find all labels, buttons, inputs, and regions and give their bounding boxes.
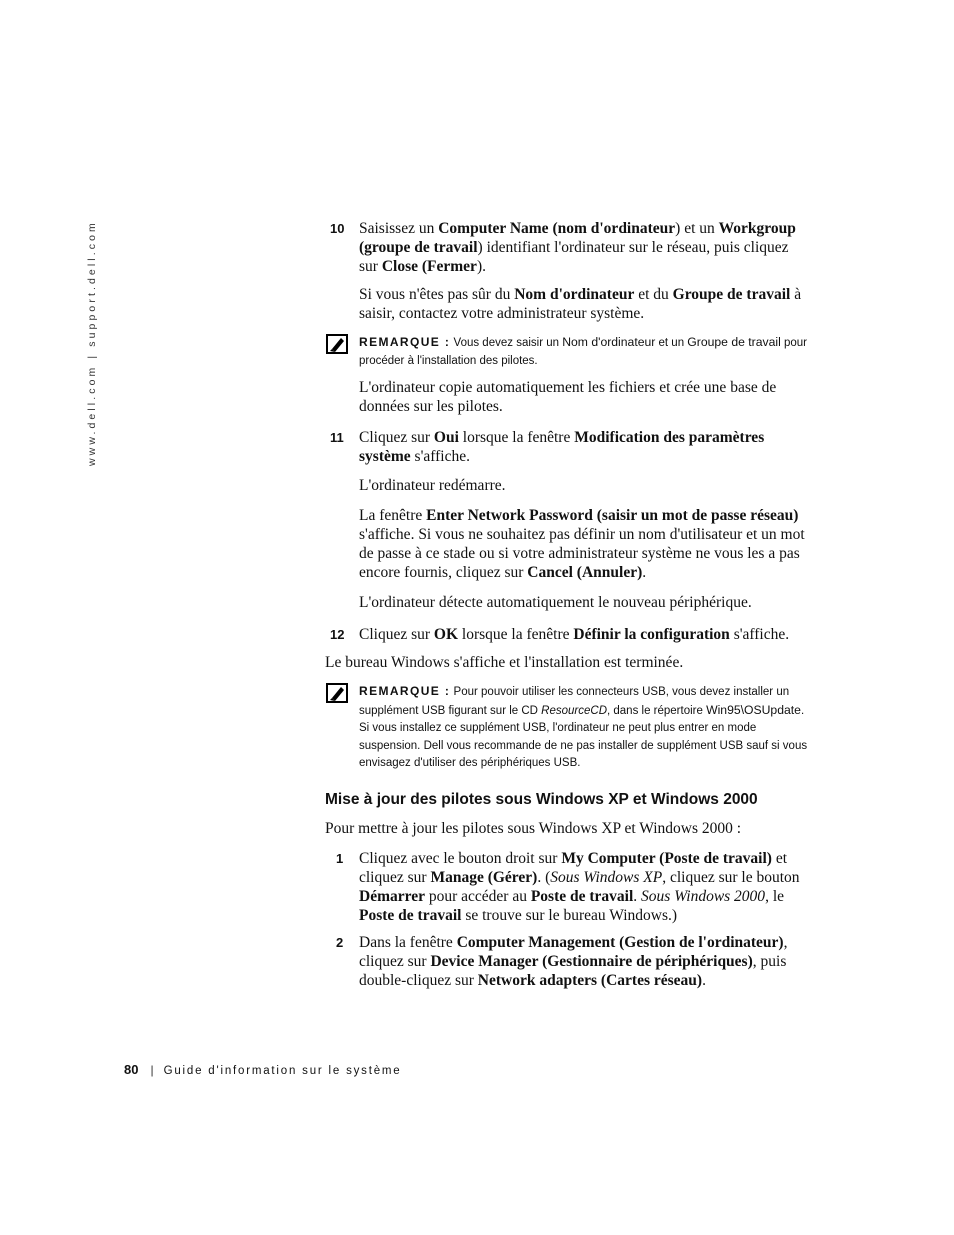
text: lorsque la fenêtre [458, 626, 574, 643]
step-number: 10 [330, 221, 345, 236]
pencil-note-icon [326, 334, 348, 354]
text: . [642, 564, 647, 581]
text: , cliquez sur [359, 934, 788, 970]
text: et cliquez sur [359, 850, 788, 886]
ui-term: Poste de travail [530, 888, 634, 905]
section-intro: Pour mettre à jour les pilotes sous Windows XP et Windows 2000 : [325, 820, 742, 837]
ui-term: Close (Fermer [381, 258, 477, 275]
text: , puis double-cliquez sur [359, 953, 787, 989]
text: , le [765, 888, 784, 905]
step-number: 2 [336, 935, 344, 950]
text: se trouve sur le bureau Windows.) [461, 907, 678, 924]
text: Cliquez avec le bouton droit sur [359, 850, 562, 867]
step-1-text [359, 849, 811, 925]
page-number: 80 [124, 1062, 139, 1077]
ui-term: Modification des paramètres système [359, 429, 765, 465]
text: et un [655, 337, 688, 349]
ui-term: Démarrer [359, 888, 425, 905]
desktop-line: Le bureau Windows s'affiche et l'installation est terminée. [325, 654, 684, 671]
ui-term: Poste de travail [359, 907, 462, 924]
step-2-text [359, 933, 811, 990]
step-11-para-3 [359, 506, 811, 582]
ui-term: Groupe de travail [672, 286, 791, 303]
ui-term: Manage (Gérer) [430, 869, 538, 886]
text: , cliquez sur le bouton [662, 869, 800, 886]
text: Cliquez sur [359, 626, 434, 643]
text: Si vous n'êtes pas sûr du [359, 286, 515, 303]
guide-title: Guide d'information sur le système [163, 1065, 402, 1077]
text: s'affiche. [729, 626, 790, 643]
text: ) et un [675, 220, 719, 237]
text: , dans le répertoire [607, 704, 707, 717]
ui-term: Enter Network Password (saisir un mot de passe réseau) [426, 507, 799, 524]
ui-term: Device Manager (Gestionnaire de périphériques) [430, 953, 753, 970]
note-1 [326, 334, 814, 374]
os-name: Sous Windows 2000 [641, 888, 766, 905]
ui-term: Workgroup (groupe de travail [359, 220, 796, 256]
step-10-para-2 [359, 285, 811, 323]
ui-term: Cancel (Annuler) [527, 564, 643, 581]
text: . Si vous installez ce supplément USB, l'ordinateur ne peut plus entrer en mode suspension. Dell vous recommande de ne pas installer de supplément USB sauf si vous envisagez d'utiliser des périphériques USB. [359, 704, 808, 769]
text: pour accéder au [424, 888, 531, 905]
ui-term: Nom d'ordinateur [514, 286, 635, 303]
after-note-1: L'ordinateur copie automatiquement les fichiers et crée une base de données sur les pilotes. [359, 379, 777, 415]
text: à saisir, contactez votre administrateur système. [359, 286, 802, 322]
text: La fenêtre [359, 507, 427, 524]
ui-term: Groupe de travail [687, 335, 781, 349]
text: . [702, 972, 706, 989]
ui-term: Nom d'ordinateur [562, 335, 656, 349]
step-11-para-2: L'ordinateur redémarre. [359, 477, 506, 494]
text: pour procéder à l'installation des pilotes. [359, 337, 808, 367]
step-10-text [359, 219, 811, 276]
text: Saisissez un [359, 220, 439, 237]
ui-term: Définir la configuration [573, 626, 730, 643]
text: ) identifiant l'ordinateur sur le réseau, puis cliquez sur [359, 239, 789, 275]
page-footer [124, 1062, 401, 1077]
step-12-text [359, 625, 811, 644]
text: s'affiche. Si vous ne souhaitez pas définir un nom d'utilisateur et un mot de passe à ce stade ou si votre administrateur système ne vous les a pas encore fournis, cliquez sur [359, 526, 805, 581]
text: . ( [537, 869, 551, 886]
pencil-note-icon [326, 683, 348, 703]
ui-term: My Computer (Poste de travail) [561, 850, 772, 867]
step-number: 11 [330, 430, 344, 445]
note-2 [326, 683, 814, 773]
text: Pour pouvoir utiliser les connecteurs USB, vous devez installer un supplément USB figurant sur le CD [359, 686, 790, 717]
text: ). [476, 258, 486, 275]
text: et du [634, 286, 673, 303]
ui-term: Oui [433, 429, 459, 446]
ui-term: Network adapters (Cartes réseau) [477, 972, 703, 989]
note-label: REMARQUE : [359, 684, 451, 698]
ui-term: Computer Management (Gestion de l'ordinateur) [456, 934, 784, 951]
text: Vous devez saisir un [450, 337, 563, 349]
note-1-text [359, 334, 817, 370]
ui-term: OK [433, 626, 459, 643]
text: Cliquez sur [359, 429, 434, 446]
footer-separator: | [150, 1063, 154, 1077]
text: Dans la fenêtre [359, 934, 457, 951]
step-11-text [359, 428, 811, 466]
cd-name: ResourceCD [541, 704, 607, 717]
text: . [633, 888, 642, 905]
note-label: REMARQUE : [359, 335, 451, 349]
os-name: Sous Windows XP [550, 869, 663, 886]
text: lorsque la fenêtre [458, 429, 575, 446]
note-2-text [359, 683, 817, 773]
side-url: www.dell.com | support.dell.com [86, 220, 98, 466]
directory-path: Win95\OSUpdate [706, 702, 801, 717]
text: s'affiche. [410, 448, 470, 465]
step-number: 1 [336, 851, 344, 866]
section-heading: Mise à jour des pilotes sous Windows XP et Windows 2000 [325, 791, 758, 808]
ui-term: Computer Name (nom d'ordinateur [438, 220, 676, 237]
step-number: 12 [330, 627, 345, 642]
step-11-para-4: L'ordinateur détecte automatiquement le nouveau périphérique. [359, 594, 752, 611]
